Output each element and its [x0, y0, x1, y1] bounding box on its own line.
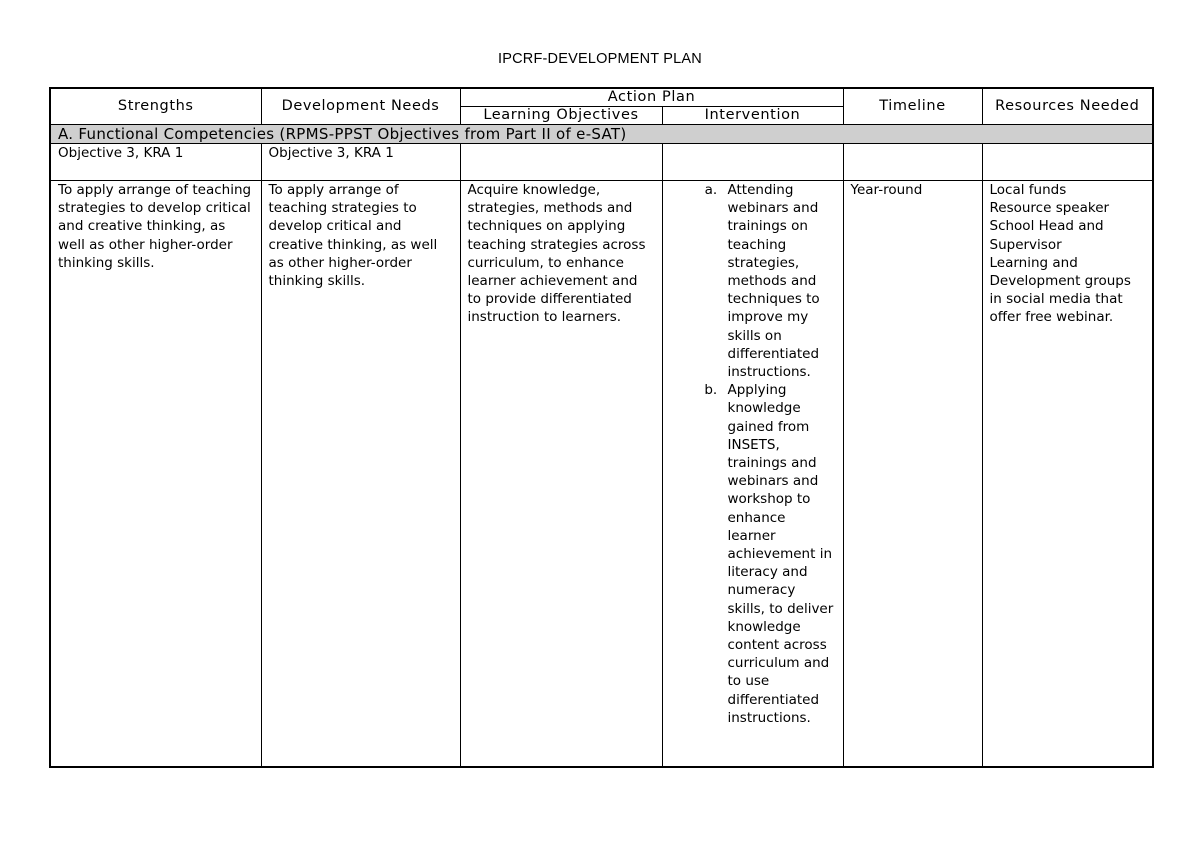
objective-development-needs-cell: Objective 3, KRA 1 [261, 144, 460, 181]
strengths-cell: To apply arrange of teaching strategies to develop critical and creative thinking, as well as other higher-order thinking skills. [50, 181, 261, 768]
timeline-cell: Year-round [843, 181, 982, 768]
resource-item: School Head and Supervisor [989, 218, 1104, 253]
objective-row [50, 144, 1153, 181]
objective-resources-cell [982, 144, 1153, 181]
intervention-item: b. Applying knowledge gained from INSETS, trainings and webinars and workshop to enhance learner achievement in literacy and numeracy skills, to deliver knowledge content across curriculum and to use differentiated instructions. [722, 381, 836, 727]
resource-item: Resource speaker [989, 200, 1110, 217]
intervention-item: a. Attending webinars and trainings on teaching strategies, methods and techniques to improve my skills on differentiated instructions. [722, 181, 836, 381]
header-strengths: Strengths [50, 88, 261, 125]
intervention-cell [662, 181, 843, 768]
intervention-list [670, 181, 836, 727]
development-needs-cell: To apply arrange of teaching strategies to develop critical and creative thinking, as well as other higher-order thinking skills. [261, 181, 460, 768]
header-development-needs: Development Needs [261, 88, 460, 125]
header-resources-needed: Resources Needed [982, 88, 1153, 125]
objective-strengths-cell: Objective 3, KRA 1 [50, 144, 261, 181]
development-plan-table [49, 87, 1154, 768]
learning-objectives-cell: Acquire knowledge, strategies, methods and techniques on applying teaching strategies across curriculum, to enhance learner achievement and to provide differentiated instruction to learners. [460, 181, 662, 768]
resource-item: Local funds [989, 182, 1067, 198]
objective-timeline-cell [843, 144, 982, 181]
objective-learning-objectives-cell [460, 144, 662, 181]
objective-intervention-cell [662, 144, 843, 181]
content-row [50, 181, 1153, 768]
header-timeline: Timeline [843, 88, 982, 125]
header-action-plan: Action Plan [460, 88, 843, 107]
resource-item: Learning and Development groups in social media that offer free webinar. [989, 254, 1131, 326]
section-functional-competencies: A. Functional Competencies (RPMS-PPST Objectives from Part II of e-SAT) [50, 125, 1153, 144]
resources-cell [982, 181, 1153, 768]
header-learning-objectives: Learning Objectives [460, 107, 662, 125]
page-title: IPCRF-DEVELOPMENT PLAN [498, 51, 702, 67]
header-intervention: Intervention [662, 107, 843, 125]
